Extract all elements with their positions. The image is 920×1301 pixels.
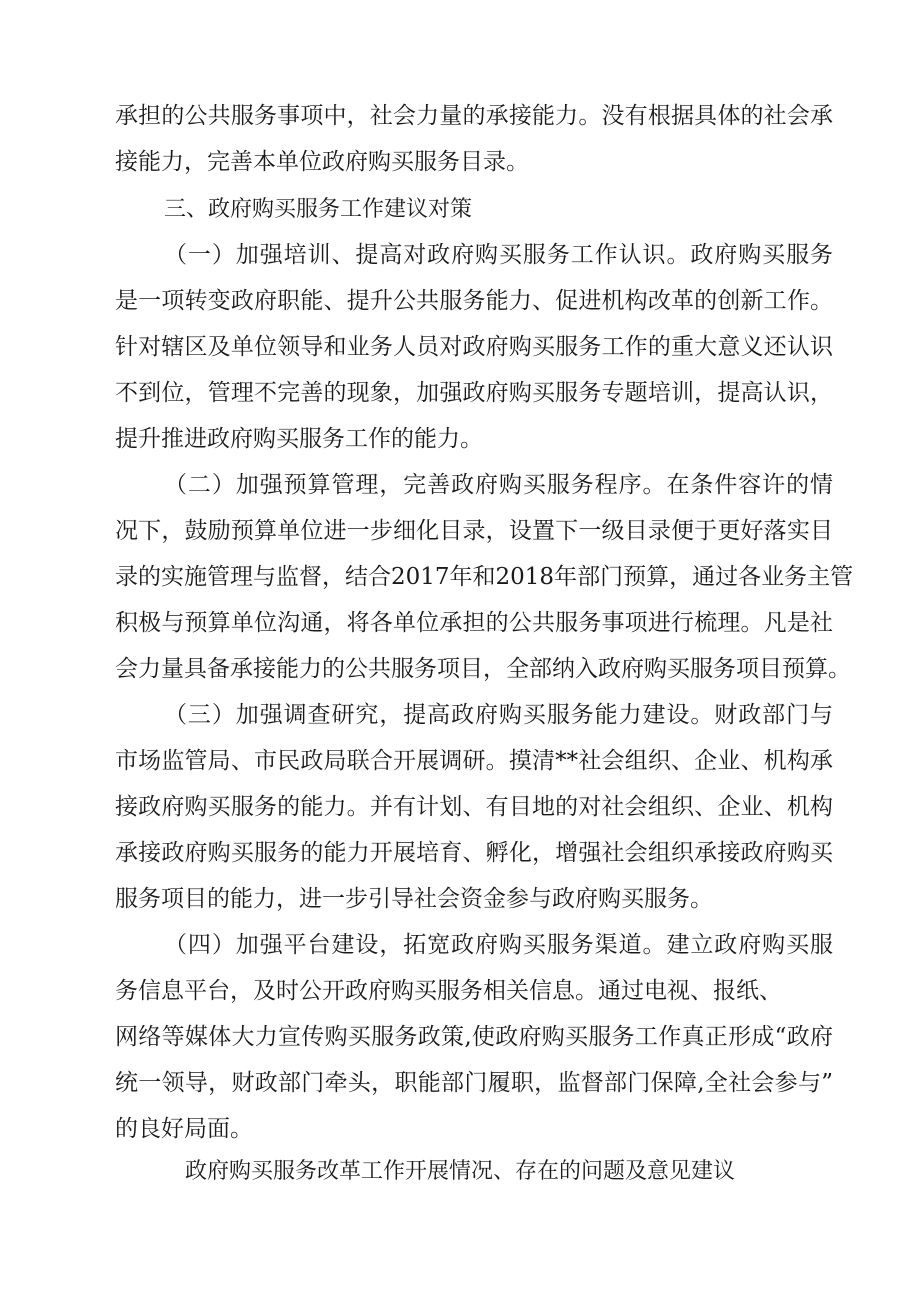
- paragraph-line: 市场监管局、市民政局联合开展调研。摸清**社会组织、企业、机构承: [115, 748, 833, 774]
- paragraph-line: （二）加强预算管理，完善政府购买服务程序。在条件容许的情: [164, 472, 833, 498]
- paragraph-line: （三）加强调查研究，提高政府购买服务能力建设。财政部门与: [164, 702, 833, 728]
- paragraph-line: 统一领导，财政部门牵头，职能部门履职，监督部门保障,全社会参与”: [115, 1070, 833, 1096]
- paragraph-line: 服务项目的能力，进一步引导社会资金参与政府购买服务。: [115, 886, 713, 912]
- paragraph-line: 提升推进政府购买服务工作的能力。: [115, 426, 483, 452]
- paragraph-line: （四）加强平台建设，拓宽政府购买服务渠道。建立政府购买服: [164, 932, 833, 958]
- paragraph-line: 网络等媒体大力宣传购买服务政策,使政府购买服务工作真正形成“政府: [115, 1024, 833, 1050]
- paragraph-line: 况下，鼓励预算单位进一步细化目录，设置下一级目录便于更好落实目: [115, 518, 833, 544]
- paragraph-line: 的良好局面。: [115, 1116, 253, 1142]
- paragraph-line: 接政府购买服务的能力。并有计划、有目地的对社会组织、企业、机构: [115, 794, 833, 820]
- paragraph-line: 务信息平台，及时公开政府购买服务相关信息。通过电视、报纸、: [115, 978, 782, 1004]
- paragraph-line: （一）加强培训、提高对政府购买服务工作认识。政府购买服务: [164, 242, 833, 268]
- paragraph-line: 会力量具备承接能力的公共服务项目，全部纳入政府购买服务项目预算。: [115, 656, 851, 682]
- paragraph-line: 承接政府购买服务的能力开展培育、孵化，增强社会组织承接政府购买: [115, 840, 833, 866]
- paragraph-line: 针对辖区及单位领导和业务人员对政府购买服务工作的重大意义还认识: [115, 334, 833, 360]
- section-heading: 三、政府购买服务工作建议对策: [164, 197, 473, 222]
- paragraph-line: 不到位，管理不完善的现象，加强政府购买服务专题培训，提高认识，: [115, 380, 833, 406]
- paragraph-line: 积极与预算单位沟通，将各单位承担的公共服务事项进行梳理。凡是社: [115, 610, 833, 636]
- paragraph-line: 承担的公共服务事项中，社会力量的承接能力。没有根据具体的社会承: [115, 103, 833, 129]
- document-title: 政府购买服务改革工作开展情况、存在的问题及意见建议: [184, 1159, 735, 1184]
- paragraph-line: 接能力，完善本单位政府购买服务目录。: [115, 149, 529, 175]
- paragraph-line: 是一项转变政府职能、提升公共服务能力、促进机构改革的创新工作。: [115, 288, 833, 314]
- paragraph-line: 录的实施管理与监督，结合2017年和2018年部门预算，通过各业务主管: [115, 564, 854, 590]
